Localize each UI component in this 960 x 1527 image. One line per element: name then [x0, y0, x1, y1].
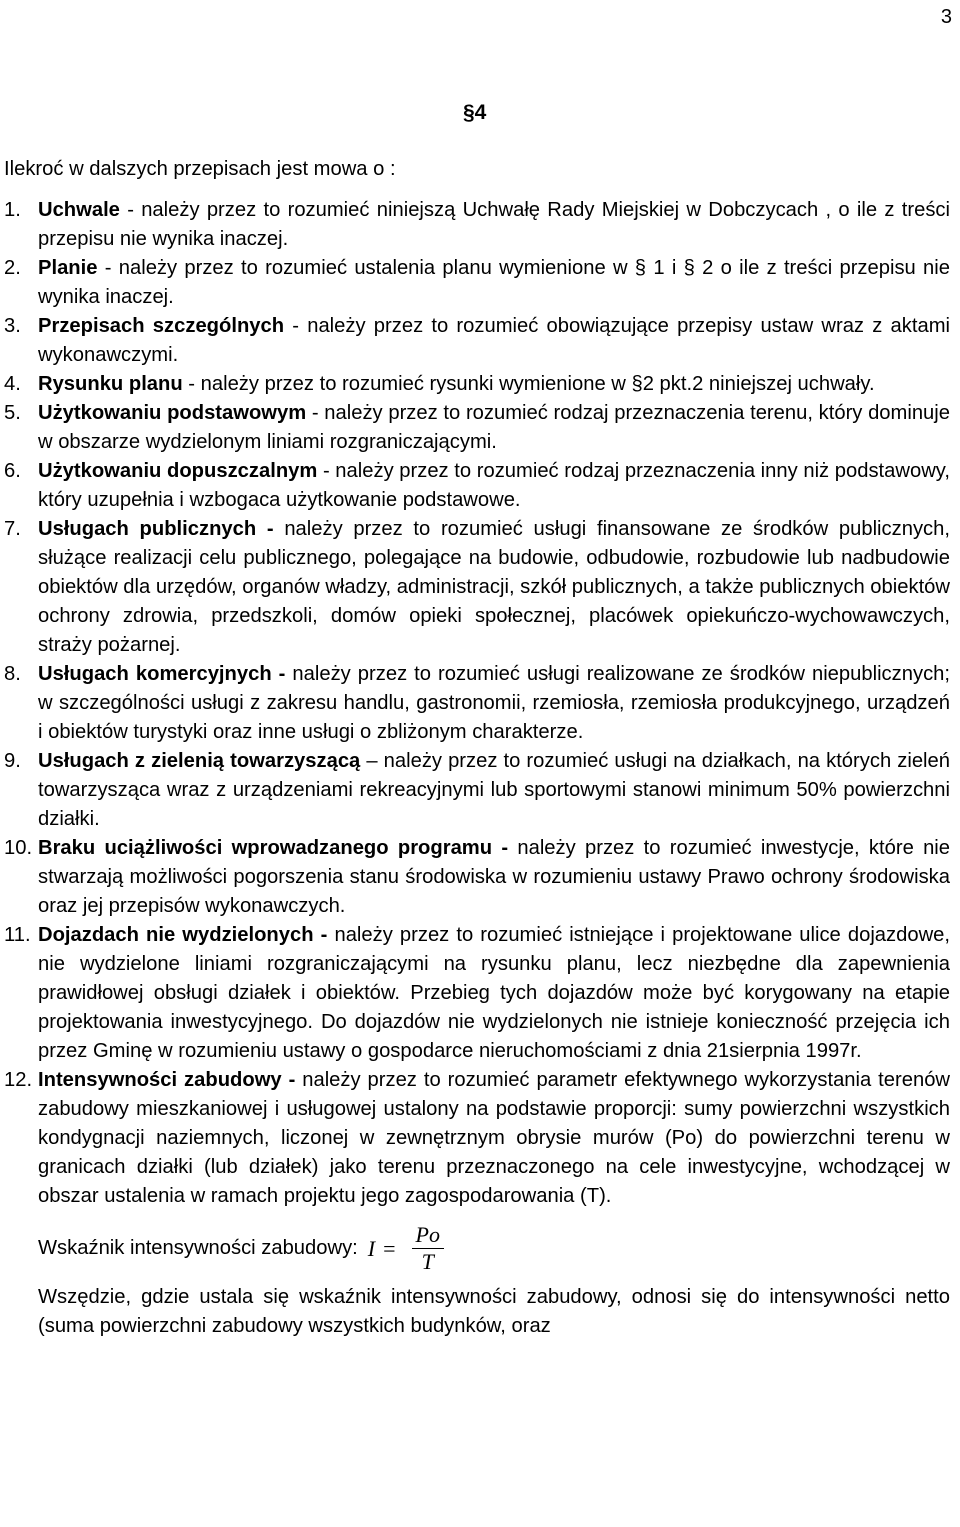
item-text: należy przez to rozumieć usługi realizowane ze środków niepublicznych; w szczególności usługi z zakresu handlu, gastronomii, rzemiosła, rzemiosła produkcyjnego, urządzeń i obiektów turystyki oraz inne usługi o zbliżonym charakterze.	[38, 663, 950, 743]
item-text: należy przez to rozumieć parametr efektywnego wykorzystania terenów zabudowy mieszkaniowej i usługowej ustalony na podstawie proporcji: sumy powierzchni wszystkich kondygnacji naziemnych, liczonej w zewnętrznym obrysie murów (Po) do powierzchni terenu w granicach działki (lub działek) jako terenu przeznaczonego na cele inwestycyjne, wchodzącej w obszar ustalenia w ramach projektu jego zagospodarowania (T).	[38, 1069, 950, 1207]
item-term: Usługach publicznych -	[38, 518, 274, 540]
item-text: należy przez to rozumieć istniejące i projektowane ulice dojazdowe, nie wydzielone liniami rozgraniczającymi na rysunku planu, lecz niezbędne dla zapewnienia prawidłowej obsługi działek i obiektów. Przebieg tych dojazdów może być korygowany na etapie projektowania inwestycyjnego. Do dojazdów nie wydzielonych nie istnieje konieczność przejęcia ich przez Gminę w rozumieniu ustawy o gospodarce nieruchomościami z dnia 21sierpnia 1997r.	[38, 924, 951, 1062]
list-item	[4, 747, 950, 834]
item-term: Rysunku planu	[38, 373, 183, 395]
formula-label: Wskaźnik intensywności zabudowy:	[38, 1236, 358, 1259]
item-text: - należy przez to rozumieć ustalenia planu wymienione w § 1 i § 2 o ile z treści przepisu nie wynika inaczej.	[38, 257, 950, 308]
intensity-formula	[38, 1217, 950, 1279]
item-term: Braku uciążliwości wprowadzanego programu -	[38, 837, 509, 859]
list-item	[4, 370, 950, 399]
section-heading: §4	[463, 101, 487, 124]
item-term: Użytkowaniu podstawowym	[38, 402, 307, 424]
item-number: 12.	[4, 1069, 33, 1091]
list-item	[4, 1066, 950, 1341]
item-text: - należy przez to rozumieć niniejszą Uchwałę Rady Miejskiej w Dobczycach , o ile z treści przepisu nie wynika inaczej.	[38, 199, 950, 250]
item-term: Uchwale	[38, 199, 120, 221]
item-number: 1.	[4, 199, 21, 221]
item-number: 4.	[4, 373, 21, 395]
intro-text: Ilekroć w dalszych przepisach jest mowa o :	[4, 158, 396, 180]
formula-expression	[368, 1222, 444, 1275]
item-text: należy przez to rozumieć usługi finansowane ze środków publicznych, służące realizacji celu publicznego, polegające na budowie, odbudowie, rozbudowie lub nadbudowie obiektów dla urzędów, organów władzy, administracji, szkół publicznych, a także publicznych obiektów ochrony zdrowia, przedszkoli, domów opieki społecznej, placówek opiekuńczo-wychowawczych, straży pożarnej.	[38, 518, 950, 656]
formula-equals: =	[383, 1235, 396, 1261]
list-item	[4, 660, 950, 747]
item-term: Usługach komercyjnych -	[38, 663, 286, 685]
item-text: - należy przez to rozumieć rodzaj przeznaczenia terenu, który dominuje w obszarze wydzielonym liniami rozgraniczającymi.	[38, 402, 951, 453]
list-item	[4, 834, 950, 921]
item-number: 6.	[4, 460, 21, 482]
formula-denominator: T	[421, 1248, 434, 1274]
formula-lhs: I	[367, 1235, 376, 1261]
item-text: - należy przez to rozumieć rodzaj przeznaczenia inny niż podstawowy, który uzupełnia i wzbogaca użytkowanie podstawowe.	[38, 460, 950, 511]
item-number: 8.	[4, 663, 21, 685]
item-text: - należy przez to rozumieć rysunki wymienione w §2 pkt.2 niniejszej uchwały.	[182, 373, 875, 395]
formula-numerator: Po	[412, 1222, 444, 1249]
list-item	[4, 196, 950, 254]
page-number: 3	[940, 6, 952, 28]
item-number: 10.	[4, 837, 33, 859]
list-item	[4, 312, 950, 370]
list-item	[4, 254, 950, 312]
formula-fraction	[412, 1222, 444, 1275]
item-term: Użytkowaniu dopuszczalnym	[38, 460, 318, 482]
item-text: – należy przez to rozumieć usługi na działkach, na których zieleń towarzysząca wraz z urządzeniami rekreacyjnymi lub sportowymi stanowi minimum 50% powierzchni działki.	[38, 750, 950, 830]
item-term: Planie	[38, 257, 98, 279]
list-item	[4, 515, 950, 660]
list-item	[4, 921, 950, 1066]
item-number: 5.	[4, 402, 21, 424]
item-number: 7.	[4, 518, 21, 540]
item-term: Intensywności zabudowy -	[38, 1069, 296, 1091]
item-term: Przepisach szczególnych	[38, 315, 285, 337]
item-text: należy przez to rozumieć inwestycje, które nie stwarzają możliwości pogorszenia stanu środowiska w rozumieniu ustawy Prawo ochrony środowiska oraz jej przepisów wykonawczych.	[38, 837, 951, 917]
item-number: 11.	[4, 924, 31, 946]
closing-text: Wszędzie, gdzie ustala się wskaźnik intensywności zabudowy, odnosi się do intensywności netto (suma powierzchni zabudowy wszystkich budynków, oraz	[38, 1286, 950, 1337]
item-text: - należy przez to rozumieć obowiązujące przepisy ustaw wraz z aktami wykonawczymi.	[38, 315, 951, 366]
list-item	[4, 399, 950, 457]
list-item	[4, 457, 950, 515]
item-term: Usługach z zielenią towarzyszącą	[38, 750, 361, 772]
item-number: 9.	[4, 750, 21, 772]
definitions-list	[4, 196, 950, 1341]
item-number: 3.	[4, 315, 21, 337]
item-term: Dojazdach nie wydzielonych -	[38, 924, 328, 946]
item-number: 2.	[4, 257, 21, 279]
